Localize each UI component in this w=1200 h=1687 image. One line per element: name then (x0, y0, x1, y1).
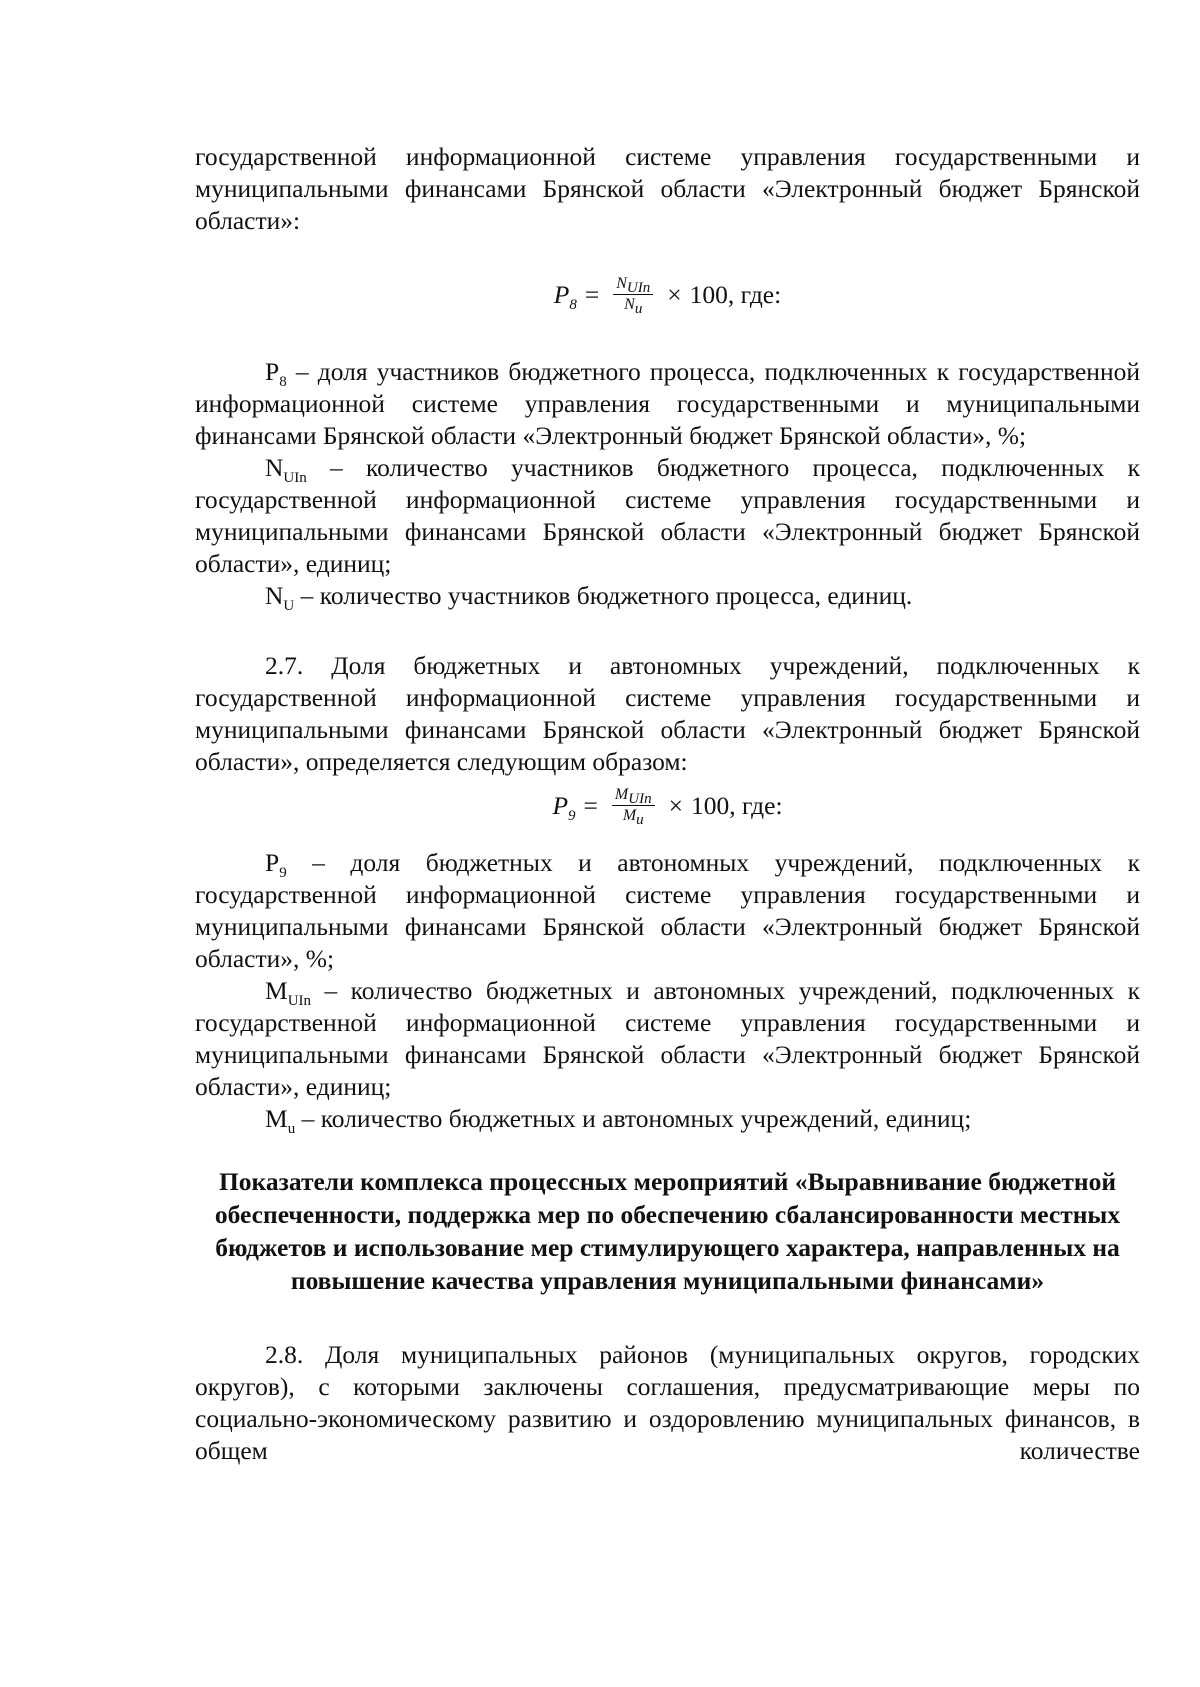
definition-p8: $Р_8$ – доля участников бюджетного процесса, подключенных к государственной информационной системе управления государственными и муниципальными финансами Брянской области «Электронный бюджет Брянской области», %; (195, 357, 1140, 450)
item-2-7: 2.7. Доля бюджетных и автономных учреждений, подключенных к государственной информационной системе управления государственными и муниципальными финансами Брянской области «Электронный бюджет Брянской области», определяется следующим образом: (195, 651, 1140, 776)
definition-p9: $Р_9$ – доля бюджетных и автономных учреждений, подключенных к государственной информационной системе управления государственными и муниципальными финансами Брянской области «Электронный бюджет Брянской области», %; (195, 848, 1140, 973)
formula-p9-fraction: $\frac{M_{UIn}}{M_u}$ (612, 786, 655, 825)
section-heading: Показатели комплекса процессных мероприятий «Выравнивание бюджетной обеспеченности, поддержка мер по обеспечению сбалансированности местных бюджетов и использование мер стимулирующего характера, направленных на повышение качества управления муниципальными финансами» (214, 1167, 1121, 1295)
definition-muin: $M_{UIn}$ – количество бюджетных и автономных учреждений, подключенных к государственной информационной системе управления государственными и муниципальными финансами Брянской области «Электронный бюджет Брянской области», единиц; (195, 976, 1140, 1101)
definition-nuin: $N_{UIn}$ – количество участников бюджетного процесса, подключенных к государственной информационной системе управления государственными и муниципальными финансами Брянской области «Электронный бюджет Брянской области», единиц; (195, 453, 1140, 578)
formula-p9-lhs: $P_9$ (552, 790, 576, 824)
formula-p9: $P_9$ = $\frac{M_{UIn}}{M_u}$ × 100, где: (552, 786, 783, 829)
definition-mu: $M_u$ – количество бюджетных и автономных учреждений, единиц; (265, 1104, 972, 1138)
formula-p8-rhs: 100, где: (689, 279, 782, 309)
formula-p9-rhs: 100, где: (690, 790, 783, 820)
formula-p8-fraction: $\frac{N_{UIn}}{N_u}$ (613, 275, 653, 314)
formula-p8-lhs: $P_8$ (553, 279, 577, 313)
formula-p8: $P_8$ = $\frac{N_{UIn}}{N_u}$ × 100, где: (553, 275, 782, 318)
intro-paragraph: государственной информационной системе управления государственными и муниципальными финансами Брянской области «Электронный бюджет Брянской области»: (195, 142, 1140, 235)
item-2-8: 2.8. Доля муниципальных районов (муниципальных округов, городских округов), с которыми заключены соглашения, предусматривающие меры по социально-экономическому развитию и оздоровлению муниципальных финансов, в общем количестве (195, 1340, 1140, 1465)
definition-nu: $N_U$ – количество участников бюджетного процесса, единиц. (265, 581, 913, 615)
